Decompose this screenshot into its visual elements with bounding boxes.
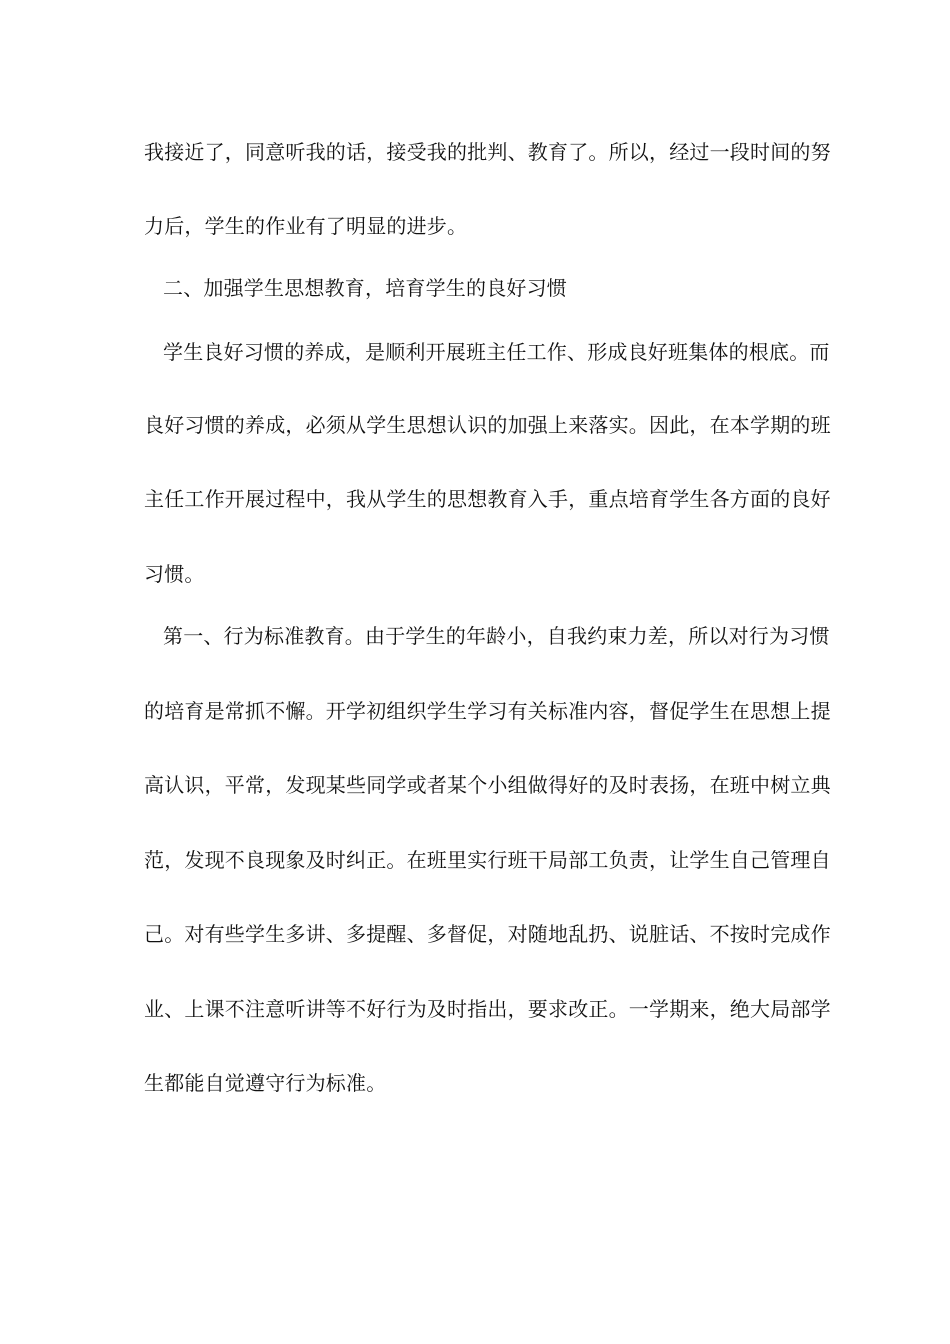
- section-heading: 二、加强学生思想教育，培育学生的良好习惯: [163, 276, 567, 300]
- text-line-13: 业、上课不注意听讲等不好行为及时指出，要求改正。一学期来，绝大局部学: [144, 997, 831, 1021]
- text-line-5: 良好习惯的养成，必须从学生思想认识的加强上来落实。因此，在本学期的班: [144, 413, 831, 437]
- text-line-1: 我接近了，同意听我的话，接受我的批判、教育了。所以，经过一段时间的努: [144, 140, 831, 164]
- text-line-14: 生都能自觉遵守行为标准。: [144, 1071, 387, 1095]
- text-line-7: 习惯。: [144, 562, 205, 586]
- text-line-2: 力后，学生的作业有了明显的进步。: [144, 214, 468, 238]
- text-line-11: 范，发现不良现象及时纠正。在班里实行班干局部工负责，让学生自己管理自: [144, 848, 831, 872]
- text-line-8: 第一、行为标准教育。由于学生的年龄小，自我约束力差，所以对行为习惯: [163, 624, 830, 648]
- text-line-6: 主任工作开展过程中，我从学生的思想教育入手，重点培育学生各方面的良好: [144, 487, 831, 511]
- text-line-9: 的培育是常抓不懈。开学初组织学生学习有关标准内容，督促学生在思想上提: [144, 699, 831, 723]
- text-line-12: 己。对有些学生多讲、多提醒、多督促，对随地乱扔、说脏话、不按时完成作: [144, 922, 831, 946]
- text-line-4: 学生良好习惯的养成，是顺利开展班主任工作、形成良好班集体的根底。而: [163, 340, 830, 364]
- text-line-10: 高认识，平常，发现某些同学或者某个小组做得好的及时表扬，在班中树立典: [144, 773, 831, 797]
